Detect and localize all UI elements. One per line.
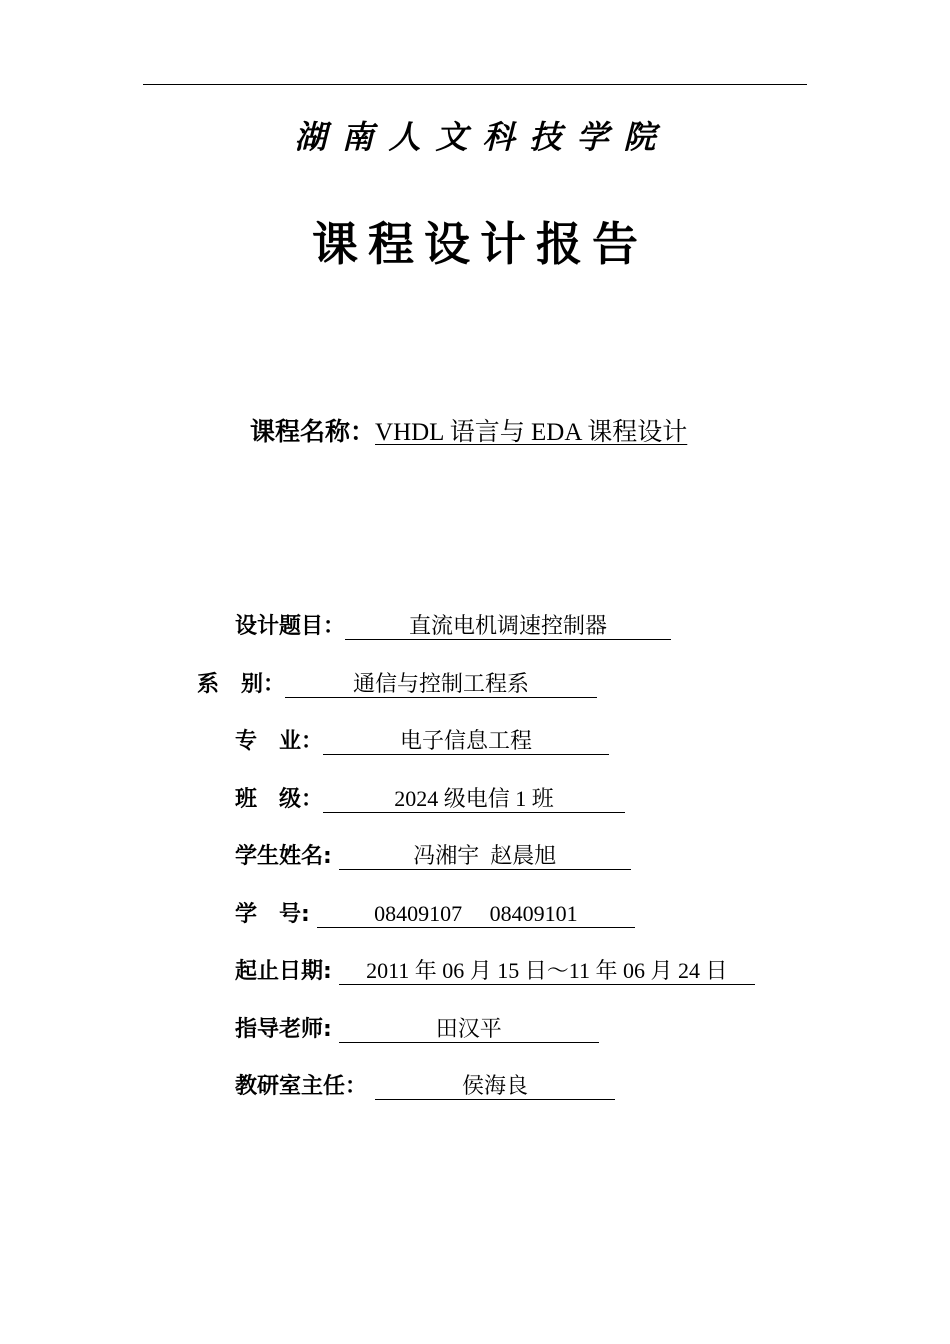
- director-value: 侯海良: [375, 1074, 615, 1100]
- class-field: [221, 755, 625, 815]
- class-value: 2024 级电信 1 班: [323, 787, 625, 813]
- student-ids-label: 学 号:: [235, 902, 310, 927]
- major-value: 电子信息工程: [323, 729, 609, 755]
- students-field: [221, 812, 631, 872]
- major-label: 专 业：: [235, 729, 324, 754]
- director-field: [221, 1042, 615, 1102]
- dates-field: [221, 927, 755, 987]
- dates-label: 起止日期:: [235, 959, 332, 984]
- topic-label: 设计题目：: [235, 614, 346, 639]
- school-name: 湖南人文科技学院: [294, 118, 671, 156]
- dates-value: 2011 年 06 月 15 日～11 年 06 月 24 日: [339, 959, 755, 985]
- students-value: 冯湘宇 赵晨旭: [339, 844, 631, 870]
- student-ids-field: [221, 870, 635, 930]
- course-name-value: VHDL 语言与 EDA 课程设计: [375, 419, 688, 446]
- students-label: 学生姓名:: [235, 844, 332, 869]
- report-title: 课程设计报告: [312, 217, 648, 271]
- advisor-field: [221, 985, 599, 1045]
- header-rule: [143, 84, 807, 85]
- course-name-line: [250, 412, 687, 448]
- topic-field: [221, 582, 671, 642]
- advisor-value: 田汉平: [339, 1017, 599, 1043]
- director-label: 教研室主任：: [235, 1074, 368, 1099]
- topic-value: 直流电机调速控制器: [345, 614, 671, 640]
- department-value: 通信与控制工程系: [285, 672, 597, 698]
- student-ids-value: 08409107 08409101: [317, 902, 635, 928]
- major-field: [221, 697, 609, 757]
- course-name-label: 课程名称：: [250, 417, 376, 446]
- class-label: 班 级：: [235, 787, 324, 812]
- department-label: 系 别：: [197, 672, 286, 697]
- department-field: [183, 640, 597, 700]
- advisor-label: 指导老师:: [235, 1017, 332, 1042]
